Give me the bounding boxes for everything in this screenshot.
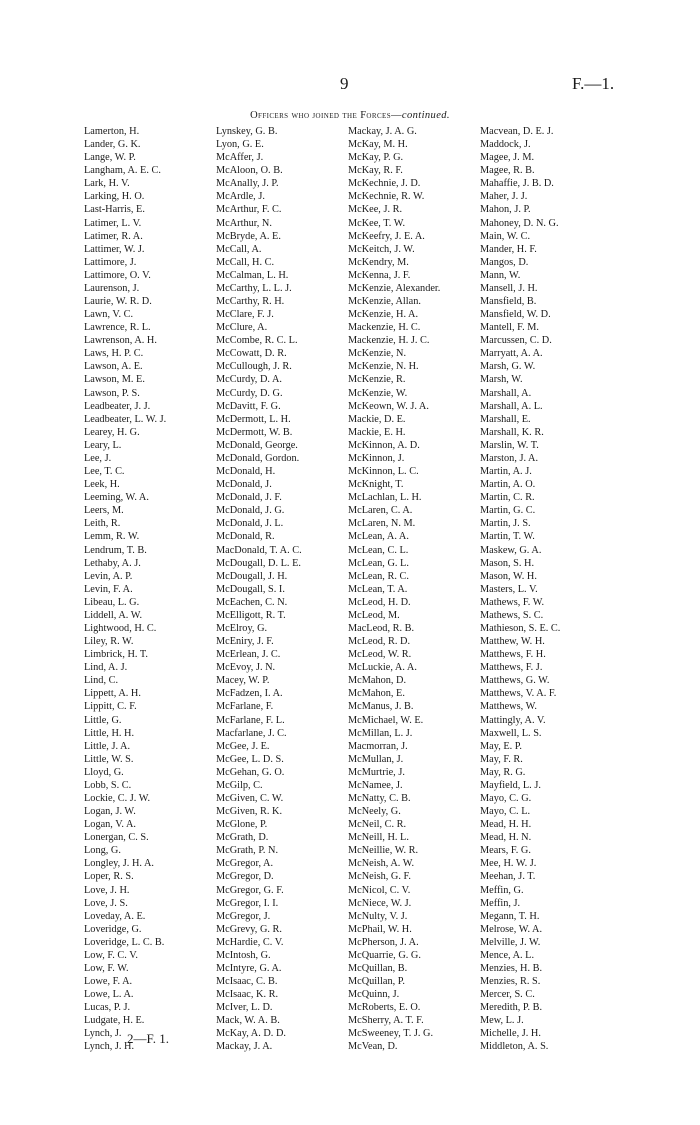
page-number: 9 xyxy=(340,74,349,93)
officer-name: Long, G. xyxy=(84,845,121,857)
officer-name: McLuckie, A. A. xyxy=(348,662,417,674)
officer-name: Mew, L. J. xyxy=(480,1015,524,1027)
officer-name: McNeish, A. W. xyxy=(348,858,415,870)
officer-name: Maher, J. J. xyxy=(480,191,528,203)
officer-name: Laurie, W. R. D. xyxy=(84,296,152,308)
officer-name: McGregor, D. xyxy=(216,871,274,883)
officer-name: Mangos, D. xyxy=(480,256,529,268)
name-column-1 xyxy=(84,125,166,1054)
officer-name: Mackie, E. H. xyxy=(348,426,406,438)
officer-name: Ludgate, H. E. xyxy=(84,1015,145,1027)
section-heading-continued: continued. xyxy=(401,110,450,121)
officer-name: McVean, D. xyxy=(348,1041,398,1053)
officer-name: McKeown, W. J. A. xyxy=(348,400,429,412)
officer-name: McEvoy, J. N. xyxy=(216,662,276,674)
officer-name: McGiven, C. W. xyxy=(216,792,284,804)
officer-name: Mansfield, B. xyxy=(480,296,537,308)
officer-name: Loveridge, G. xyxy=(84,923,142,935)
officer-name: Logan, V. A. xyxy=(84,819,136,831)
officer-name: McCarthy, L. L. J. xyxy=(216,282,292,294)
officer-name: Lowe, F. A. xyxy=(84,976,133,988)
officer-name: Menzies, R. S. xyxy=(480,976,541,988)
officer-name: McArthur, N. xyxy=(216,217,272,229)
officer-name: McQuarrie, G. G. xyxy=(348,949,421,961)
officer-name: Mercer, S. C. xyxy=(480,989,535,1001)
officer-name: Mahaffie, J. B. D. xyxy=(480,178,554,190)
officer-name: Marsh, G. W. xyxy=(480,361,536,373)
officer-name: McGrath, P. N. xyxy=(216,845,279,857)
officer-name: Megann, T. H. xyxy=(480,910,540,922)
officer-name: McAnally, J. P. xyxy=(216,178,279,190)
officer-name: Logan, J. W. xyxy=(84,806,136,818)
officer-name: Michelle, J. H. xyxy=(480,1028,541,1040)
officer-name: Mack, W. A. B. xyxy=(216,1015,280,1027)
officer-name: Lander, G. K. xyxy=(84,139,141,151)
officer-name: May, E. P. xyxy=(480,740,522,752)
officer-name: Masters, L. V. xyxy=(480,583,538,595)
officer-name: McKay, P. G. xyxy=(348,152,404,164)
officer-name: Meffin, G. xyxy=(480,884,524,896)
officer-name: McSweeney, T. J. G. xyxy=(348,1028,434,1040)
officer-name: McCowatt, D. R. xyxy=(216,348,287,360)
officer-name: Leadbeater, J. J. xyxy=(84,400,151,412)
officer-name: McMichael, W. E. xyxy=(348,714,424,726)
officer-name: McCombe, R. C. L. xyxy=(216,335,298,347)
officer-name: McDonald, Gordon. xyxy=(216,452,300,464)
officer-name: Lawn, V. C. xyxy=(84,309,134,321)
name-column-3 xyxy=(348,125,440,1054)
officer-name: Mead, H. H. xyxy=(480,819,532,831)
officer-name: Marshall, A. xyxy=(480,387,532,399)
officer-name: McNiece, W. J. xyxy=(348,897,412,909)
officer-name: McGee, J. E. xyxy=(216,740,270,752)
officer-name: McDonald, George. xyxy=(216,439,298,451)
officer-name: McDonald, J. F. xyxy=(216,492,282,504)
officer-name: McGregor, G. F. xyxy=(216,884,284,896)
officer-name: Lattimore, O. V. xyxy=(84,269,151,281)
officer-name: McKechnie, J. D. xyxy=(348,178,421,190)
officer-name: McEniry, J. F. xyxy=(216,636,274,648)
officer-name: Larking, H. O. xyxy=(84,191,145,203)
officer-name: Lattimer, W. J. xyxy=(84,243,145,255)
officer-name: Lee, T. C. xyxy=(84,466,125,478)
officer-name: McKenzie, W. xyxy=(348,387,408,399)
officer-name: McLean, G. L. xyxy=(348,557,409,569)
officer-name: McMahon, D. xyxy=(348,675,407,687)
officer-name: McSherry, A. T. F. xyxy=(348,1015,424,1027)
officer-name: Mayo, C. G. xyxy=(480,792,532,804)
officer-name: Matthews, W. xyxy=(480,701,537,713)
officer-name: McElligott, R. T. xyxy=(216,609,286,621)
officer-name: MacDonald, T. A. C. xyxy=(216,544,302,556)
officer-name: Lippett, A. H. xyxy=(84,688,141,700)
officer-name: Matthews, F. H. xyxy=(480,649,546,661)
officer-name: McGehan, G. O. xyxy=(216,766,285,778)
officer-name: Martin, A. J. xyxy=(480,466,532,478)
officer-name: Maxwell, L. S. xyxy=(480,727,542,739)
officer-name: Lawson, M. E. xyxy=(84,374,145,386)
officer-name: Leeming, W. A. xyxy=(84,492,149,504)
officer-name: Lendrum, T. B. xyxy=(84,544,147,556)
officer-name: McLean, C. L. xyxy=(348,544,409,556)
officer-name: Lowe, L. A. xyxy=(84,989,134,1001)
officer-name: McGiven, R. K. xyxy=(216,806,283,818)
officer-name: McIsaac, K. R. xyxy=(216,989,279,1001)
officer-name: Lynskey, G. B. xyxy=(216,126,278,137)
officer-name: May, F. R. xyxy=(480,753,523,765)
officer-name: May, R. G. xyxy=(480,766,526,778)
officer-name: McLaren, N. M. xyxy=(348,518,416,530)
officer-name: Little, G. xyxy=(84,714,122,726)
officer-name: Lamerton, H. xyxy=(84,126,140,137)
officer-name: Matthews, V. A. F. xyxy=(480,688,557,700)
officer-name: McDonald, J. L. xyxy=(216,518,284,530)
officer-name: McDonald, J. G. xyxy=(216,505,285,517)
officer-name: MacLeod, R. B. xyxy=(348,622,415,634)
officer-name: McNulty, V. J. xyxy=(348,910,408,922)
officer-name: Last-Harris, E. xyxy=(84,204,145,216)
officer-name: Loper, R. S. xyxy=(84,871,134,883)
officer-name: Lonergan, C. S. xyxy=(84,832,149,844)
officer-name: McFadzen, I. A. xyxy=(216,688,283,700)
officer-name: McClare, F. J. xyxy=(216,309,274,321)
officer-name: Marcussen, C. D. xyxy=(480,335,552,347)
officer-name: McNatty, C. B. xyxy=(348,792,411,804)
officer-name: McDougall, J. H. xyxy=(216,570,288,582)
officer-name: Mackenzie, H. J. C. xyxy=(348,335,430,347)
officer-name: McLachlan, L. H. xyxy=(348,492,422,504)
officer-name: Mahoney, D. N. G. xyxy=(480,217,559,229)
officer-name: McIsaac, C. B. xyxy=(216,976,278,988)
officer-name: McDougall, D. L. E. xyxy=(216,557,301,569)
officer-name: McKinnon, L. C. xyxy=(348,466,419,478)
officer-name: Menzies, H. B. xyxy=(480,963,543,974)
officer-name: Mathews, S. C. xyxy=(480,609,544,621)
officer-name: Matthews, G. W. xyxy=(480,675,550,687)
officer-name: McLeod, R. D. xyxy=(348,636,411,648)
officer-name: Levin, F. A. xyxy=(84,583,133,595)
officer-name: Meredith, P. B. xyxy=(480,1002,543,1014)
officer-name: McCall, H. C. xyxy=(216,256,275,268)
officer-name: Mander, H. F. xyxy=(480,243,537,255)
officer-name: McMurtrie, J. xyxy=(348,766,405,778)
officer-name: Mackay, J. A. xyxy=(216,1041,273,1053)
officer-name: Laurenson, J. xyxy=(84,282,140,294)
officer-name: McClure, A. xyxy=(216,322,268,334)
officer-name: McPherson, J. A. xyxy=(348,936,419,948)
officer-name: Low, F. W. xyxy=(84,963,129,974)
section-heading-text: Officers who joined the Forces— xyxy=(250,110,402,121)
officer-name: McLean, A. A. xyxy=(348,531,409,543)
officer-name: Magee, R. B. xyxy=(480,165,535,177)
officer-name: Lemm, R. W. xyxy=(84,531,140,543)
officer-name: McKenzie, Alexander. xyxy=(348,282,441,294)
officer-name: Longley, J. H. A. xyxy=(84,858,154,870)
officer-name: Levin, A. P. xyxy=(84,570,133,582)
officer-name: McPhail, W. H. xyxy=(348,923,412,935)
officer-name: Middleton, A. S. xyxy=(480,1041,549,1053)
officer-name: McAffer, J. xyxy=(216,152,264,164)
officer-name: Lucas, P. J. xyxy=(84,1002,131,1014)
officer-name: Mathieson, S. E. C. xyxy=(480,622,561,634)
officer-name: Leary, L. xyxy=(84,439,122,451)
officer-name: McKenzie, Allan. xyxy=(348,296,421,308)
officer-name: McElroy, G. xyxy=(216,622,268,634)
officer-name: Mattingly, A. V. xyxy=(480,714,546,726)
officer-name: Leek, H. xyxy=(84,479,120,491)
officer-name: McArdle, J. xyxy=(216,191,265,203)
officer-name: McGilp, C. xyxy=(216,779,263,791)
officer-name: Macey, W. P. xyxy=(216,675,270,687)
officer-name: Mence, A. L. xyxy=(480,949,535,961)
officer-name: McDonald, J. xyxy=(216,479,272,491)
officer-name: Lind, A. J. xyxy=(84,662,128,674)
officer-name: Melville, J. W. xyxy=(480,936,541,948)
officer-name: McDavitt, F. G. xyxy=(216,400,281,412)
officer-name: Lattimore, J. xyxy=(84,256,137,268)
officer-name: Love, J. S. xyxy=(84,897,128,909)
officer-name: McDougall, S. I. xyxy=(216,583,285,595)
officer-name: McGlone, P. xyxy=(216,819,268,831)
officer-name: Martin, J. S. xyxy=(480,518,531,530)
officer-name: McGregor, J. xyxy=(216,910,271,922)
officer-name: Little, H. H. xyxy=(84,727,135,739)
name-column-2 xyxy=(216,125,302,1054)
officer-name: Marshall, E. xyxy=(480,413,531,425)
officer-name: McKee, J. R. xyxy=(348,204,403,216)
officer-name: Maskew, G. A. xyxy=(480,544,542,556)
name-column-4 xyxy=(480,125,560,1054)
officer-name: Leadbeater, L. W. J. xyxy=(84,413,167,425)
officer-name: McCurdy, D. A. xyxy=(216,374,282,386)
officer-name: Marshall, A. L. xyxy=(480,400,543,412)
officer-name: McCurdy, D. G. xyxy=(216,387,283,399)
officer-name: Mayfield, L. J. xyxy=(480,779,541,791)
officer-name: Langham, A. E. C. xyxy=(84,165,161,177)
officer-name: McDermott, W. B. xyxy=(216,426,293,438)
officer-name: McAloon, O. B. xyxy=(216,165,283,177)
officer-name: McKechnie, R. W. xyxy=(348,191,425,203)
officer-name: Little, J. A. xyxy=(84,740,131,752)
officer-name: Mee, H. W. J. xyxy=(480,858,537,870)
officer-name: McKay, R. F. xyxy=(348,165,403,177)
officer-name: McQuinn, J. xyxy=(348,989,400,1001)
officer-name: McDonald, R. xyxy=(216,531,275,543)
officer-name: McGregor, I. I. xyxy=(216,897,279,909)
officer-name: McLean, T. A. xyxy=(348,583,408,595)
officer-name: McLeod, M. xyxy=(348,609,400,621)
officer-name: McLean, R. C. xyxy=(348,570,409,582)
document-reference: F.—1. xyxy=(572,74,615,93)
officer-name: McCullough, J. R. xyxy=(216,361,292,373)
officer-name: Mansell, J. H. xyxy=(480,282,538,294)
officer-name: Mead, H. N. xyxy=(480,832,532,844)
officer-name: Lind, C. xyxy=(84,675,119,687)
officer-name: McKay, A. D. D. xyxy=(216,1028,286,1040)
page-footer: 2—F. 1. xyxy=(127,1031,169,1046)
officer-name: McNeely, G. xyxy=(348,806,401,818)
officer-name: Meffin, J. xyxy=(480,897,521,909)
section-heading xyxy=(0,110,700,121)
officer-name: McKenzie, R. xyxy=(348,374,406,386)
officer-name: Mansfield, W. D. xyxy=(480,309,551,321)
officer-name: Laws, H. P. C. xyxy=(84,348,144,360)
officer-name: McKay, M. H. xyxy=(348,139,408,151)
officer-name: Mahon, J. P. xyxy=(480,204,531,216)
officer-name: McKendry, M. xyxy=(348,256,409,268)
officer-name: Martin, A. O. xyxy=(480,479,536,491)
officer-name: Maddock, J. xyxy=(480,139,531,151)
officer-name: Liley, R. W. xyxy=(84,636,134,648)
officer-name: Mann, W. xyxy=(480,269,521,281)
officer-name: McEachen, C. N. xyxy=(216,596,288,608)
officer-name: Little, W. S. xyxy=(84,753,134,765)
officer-name: Leers, M. xyxy=(84,505,124,517)
officer-name: McKeefry, J. E. A. xyxy=(348,230,425,242)
officer-name: Meehan, J. T. xyxy=(480,871,536,883)
officer-name: McRoberts, E. O. xyxy=(348,1002,421,1014)
officer-name: Melrose, W. A. xyxy=(480,923,543,935)
officer-name: McNeillie, W. R. xyxy=(348,845,419,857)
officer-name: McNicol, C. V. xyxy=(348,884,411,896)
officer-name: McFarlane, F. xyxy=(216,701,274,713)
officer-name: Macmorran, J. xyxy=(348,740,408,752)
officer-name: Lange, W. P. xyxy=(84,152,136,164)
officer-name: McKinnon, J. xyxy=(348,452,405,464)
officer-name: Lark, H. V. xyxy=(84,178,130,190)
officer-name: Mackie, D. E. xyxy=(348,413,406,425)
officer-name: McCarthy, R. H. xyxy=(216,296,285,308)
officer-name: McIntosh, G. xyxy=(216,949,271,961)
officer-name: Mears, F. G. xyxy=(480,845,531,857)
officer-name: McGregor, A. xyxy=(216,858,274,870)
officer-name: McNamee, J. xyxy=(348,779,403,791)
officer-name: Mason, W. H. xyxy=(480,570,537,582)
officer-name: Martin, C. R. xyxy=(480,492,535,504)
officer-name: Loveday, A. E. xyxy=(84,910,146,922)
officer-name: Magee, J. M. xyxy=(480,152,535,164)
officer-name: Main, W. C. xyxy=(480,230,531,242)
officer-name: McKnight, T. xyxy=(348,479,404,491)
officer-name: Lobb, S. C. xyxy=(84,779,132,791)
officer-name: Lawson, A. E. xyxy=(84,361,143,373)
officer-name: McDermott, L. H. xyxy=(216,413,291,425)
officer-name: Mackenzie, H. C. xyxy=(348,322,421,334)
officer-name: McKeitch, J. W. xyxy=(348,243,415,255)
officer-name: McQuillan, B. xyxy=(348,963,408,974)
officer-name: McNeil, C. R. xyxy=(348,819,407,831)
officer-name: Mason, S. H. xyxy=(480,557,535,569)
officer-name: Marshall, K. R. xyxy=(480,426,544,438)
officer-name: Marslin, W. T. xyxy=(480,439,539,451)
officer-name: Loveridge, L. C. B. xyxy=(84,936,165,948)
officer-name: Liddell, A. W. xyxy=(84,609,143,621)
officer-name: McQuillan, P. xyxy=(348,976,405,988)
officer-name: McFarlane, F. L. xyxy=(216,714,285,726)
officer-name: McMillan, L. J. xyxy=(348,727,413,739)
officer-name: Lynch, J. xyxy=(84,1028,122,1040)
officer-name: Mayo, C. L. xyxy=(480,806,531,818)
officer-name: McKenna, J. F. xyxy=(348,269,411,281)
officer-name: Mathews, F. W. xyxy=(480,596,545,608)
officer-name: Mackay, J. A. G. xyxy=(348,126,417,137)
officer-name: Lyon, G. E. xyxy=(216,139,264,151)
officer-name: Lawrence, R. L. xyxy=(84,322,151,334)
officer-name: Lawrenson, A. H. xyxy=(84,335,157,347)
officer-name: Libeau, L. G. xyxy=(84,596,140,608)
officer-name: McIntyre, G. A. xyxy=(216,963,282,974)
officer-name: McMullan, J. xyxy=(348,753,404,765)
officer-name: Learey, H. G. xyxy=(84,426,140,438)
officer-name: Mantell, F. M. xyxy=(480,322,539,334)
officer-name: McKenzie, H. A. xyxy=(348,309,419,321)
officer-name: McKee, T. W. xyxy=(348,217,406,229)
officer-name: McKenzie, N. xyxy=(348,348,407,360)
officer-name: McManus, J. B. xyxy=(348,701,414,713)
officer-name: Lynch, J. H. xyxy=(84,1041,135,1053)
officer-name: McMahon, E. xyxy=(348,688,405,700)
officer-name: Lockie, C. J. W. xyxy=(84,792,151,804)
officer-name: McNeish, G. F. xyxy=(348,871,411,883)
officer-name: McKinnon, A. D. xyxy=(348,439,420,451)
officer-name: McIver, L. D. xyxy=(216,1002,273,1014)
officer-name: Martin, G. C. xyxy=(480,505,536,517)
officer-name: Latimer, R. A. xyxy=(84,230,143,242)
officer-name: McLeod, W. R. xyxy=(348,649,412,661)
officer-name: McHardie, C. V. xyxy=(216,936,284,948)
officer-name: Matthews, F. J. xyxy=(480,662,543,674)
officer-name: Marston, J. A. xyxy=(480,452,539,464)
officer-name: McArthur, F. C. xyxy=(216,204,282,216)
officer-name: McKenzie, N. H. xyxy=(348,361,419,373)
officer-name: Love, J. H. xyxy=(84,884,130,896)
officer-name: McCall, A. xyxy=(216,243,262,255)
officer-name: McGrevy, G. R. xyxy=(216,923,282,935)
officer-name: McNeill, H. L. xyxy=(348,832,409,844)
officer-name: McCalman, L. H. xyxy=(216,269,289,281)
officer-name: McGee, L. D. S. xyxy=(216,753,284,765)
officer-name: McGrath, D. xyxy=(216,832,269,844)
officer-name: McLaren, C. A. xyxy=(348,505,413,517)
officer-name: Low, F. C. V. xyxy=(84,949,138,961)
officer-name: Lee, J. xyxy=(84,452,112,464)
officer-name: McLeod, H. D. xyxy=(348,596,411,608)
officer-name: Latimer, L. V. xyxy=(84,217,142,229)
officer-name: Leith, R. xyxy=(84,518,121,530)
officer-name: Macvean, D. E. J. xyxy=(480,126,554,137)
officer-name: Lippitt, C. F. xyxy=(84,701,137,713)
officer-name: McErlean, J. C. xyxy=(216,649,281,661)
officer-name: McDonald, H. xyxy=(216,466,276,478)
officer-name: Marryatt, A. A. xyxy=(480,348,543,360)
officer-name: Limbrick, H. T. xyxy=(84,649,148,661)
officer-name: Martin, T. W. xyxy=(480,531,535,543)
officer-name: Lightwood, H. C. xyxy=(84,622,157,634)
officer-name: Lethaby, A. J. xyxy=(84,557,141,569)
officer-name: Macfarlane, J. C. xyxy=(216,727,287,739)
officer-name: Lawson, P. S. xyxy=(84,387,140,399)
officer-name: McBryde, A. E. xyxy=(216,230,281,242)
officer-name: Lloyd, G. xyxy=(84,766,124,778)
officer-name: Matthew, W. H. xyxy=(480,636,545,648)
officer-name: Marsh, W. xyxy=(480,374,523,386)
